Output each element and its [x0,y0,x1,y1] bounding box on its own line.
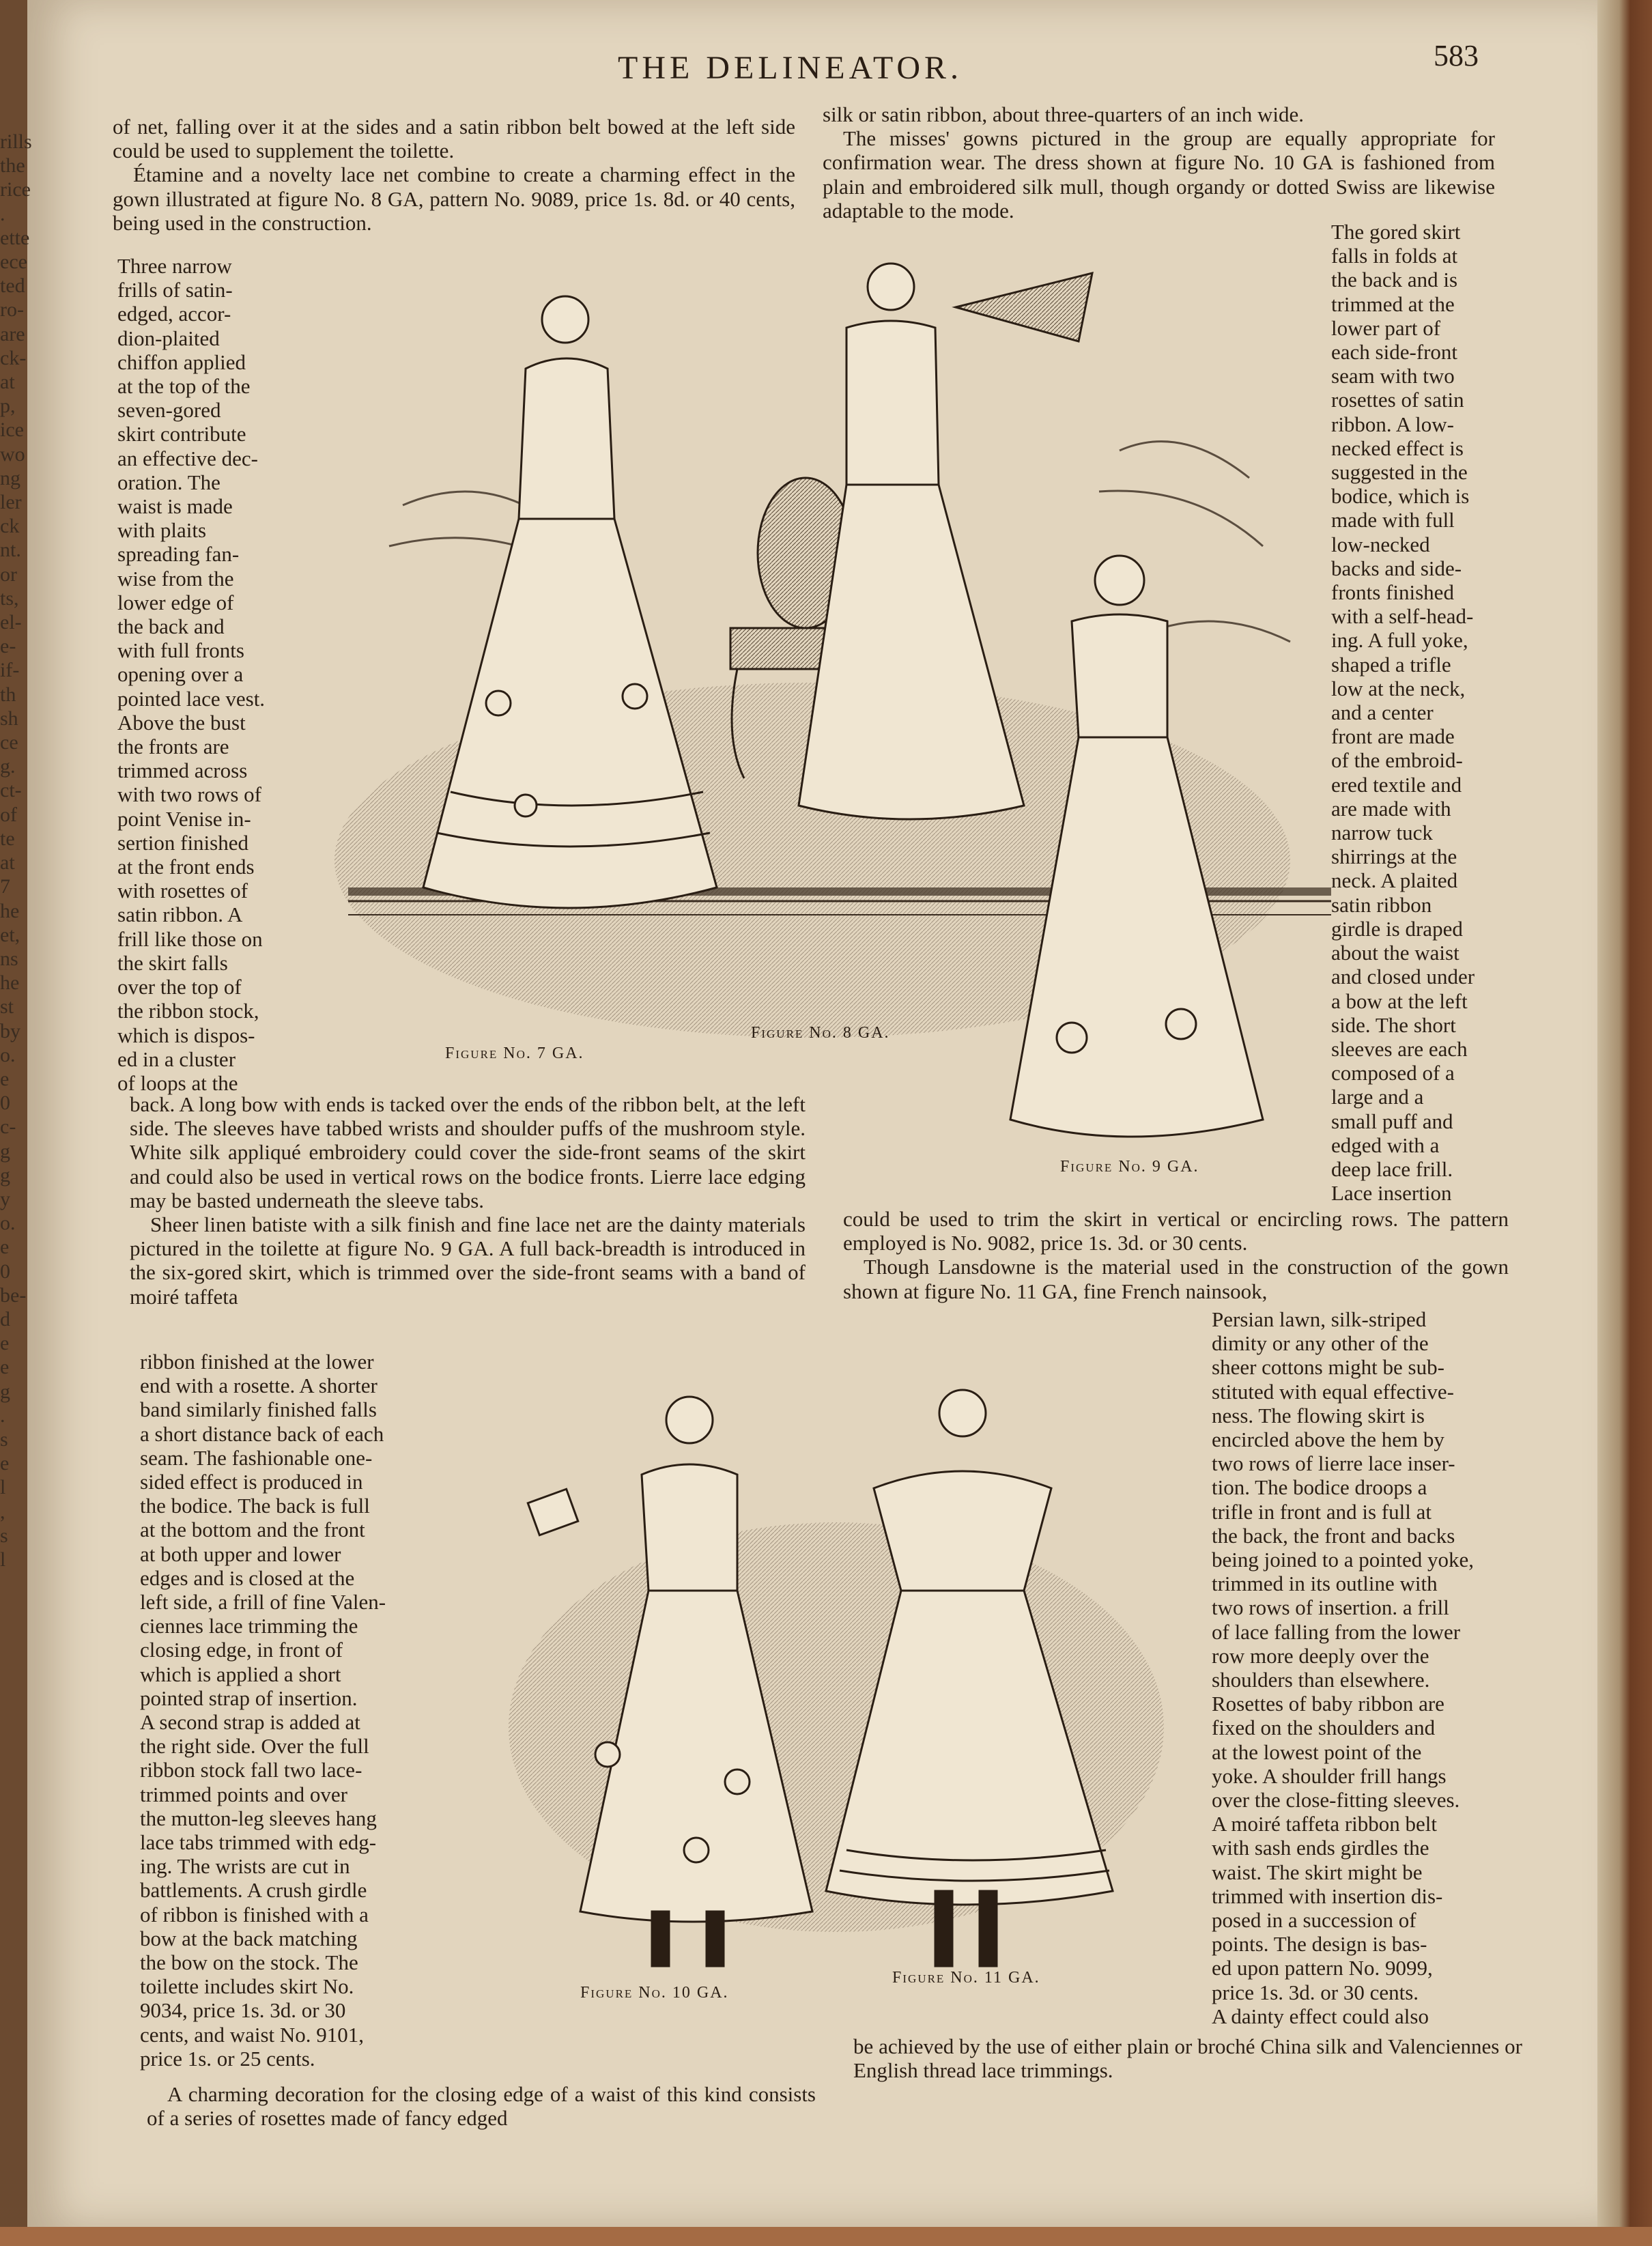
text-line: about the waist [1331,941,1459,965]
text-line: necked effect is [1331,436,1464,460]
right-wide-text [843,1207,1509,1303]
text-line: suggested in the [1331,460,1468,485]
illustration-figures-10-11 [492,1372,1181,1987]
text-line: sided effect is produced in [140,1470,363,1494]
text-line: ness. The flowing skirt is [1212,1403,1425,1427]
fragment: ng [0,466,20,489]
text-line: edged with a [1331,1133,1440,1157]
fragment: o. [0,1043,16,1066]
right-final-text [853,2034,1522,2082]
text-line: with rosettes of [117,879,248,903]
text-line: made with full [1331,508,1455,532]
right-top-text [823,102,1495,223]
text-line: the bodice. The back is full [140,1494,370,1518]
text-line: the back and is [1331,268,1458,292]
text-line: of the embroid- [1331,748,1463,773]
figure-8-caption: Figure No. 8 GA. [751,1024,890,1042]
fragment: at [0,851,15,875]
fragment: g [0,1380,10,1403]
left-top-text [113,115,795,235]
left-final-text [147,2082,816,2130]
text-line: of loops at the [117,1070,238,1095]
fragment: g [0,1139,10,1163]
text-line: points. The design is bas- [1212,1932,1427,1957]
fragment: g. [0,755,16,778]
text-line: the back, the front and backs [1212,1523,1455,1548]
text-line: frill like those on [117,926,263,951]
text-line: each side-front [1331,340,1458,365]
left-lower-text [140,1350,454,2071]
text-line: ed upon pattern No. 9099, [1212,1956,1433,1980]
text-line: rosettes of satin [1331,388,1464,412]
text-line: a short distance back of each [140,1421,384,1446]
text-line: posed in a succession of [1212,1908,1416,1933]
fragment: he [0,971,20,995]
fragment: st [0,995,14,1019]
paragraph: could be used to trim the skirt in vertical or encircling rows. The pattern employed is No. 9082, price 1s. 3d. or 30 cents. [843,1207,1509,1255]
fragment: y [0,1187,10,1210]
text-line: with full fronts [117,638,244,663]
text-line: lower edge of [117,590,234,614]
paragraph: A charming decoration for the closing edge of a waist of this kind consists of a series of rosettes made of fancy edged [147,2082,816,2131]
fragment: l [0,1548,6,1571]
text-line: fronts finished [1331,580,1454,605]
text-line: waist. The skirt might be [1212,1860,1423,1884]
paragraph: Étamine and a novelty lace net combine to create a charming effect in the gown illustrated at figure No. 8 GA, pattern No. 9089, price 1s. 8d. or 40 cents, being used in the construction. [113,162,795,235]
fragment: ette [0,226,30,249]
text-line: large and a [1331,1085,1424,1109]
text-line: ing. The wrists are cut in [140,1854,350,1879]
text-line: of lace falling from the lower [1212,1619,1461,1644]
text-line: Persian lawn, silk-striped [1212,1307,1427,1331]
fragment: he [0,899,20,922]
fragment: wo [0,442,25,466]
text-line: front are made [1331,724,1455,749]
fragment: e [0,1067,10,1090]
text-line: Lace insertion [1331,1181,1452,1206]
text-line: ered textile and [1331,772,1462,797]
fragment: ck- [0,346,27,369]
text-line: ribbon finished at the lower [140,1350,374,1374]
text-line: the ribbon stock, [117,999,259,1023]
previous-page-fragments [0,130,40,2109]
paragraph: back. A long bow with ends is tacked over the ends of the ribbon belt, at the left side. The sleeves have tabbed wrists and shoulder puffs of the mushroom style. White silk appliqué embroidery could cover the side-front seams of the skirt and could also be used in vertical rows on the bodice fronts. Lierre lace edging may be basted underneath the sleeve tabs. [130,1092,806,1212]
fragment: o. [0,1212,16,1235]
text-line: seam. The fashionable one- [140,1445,373,1470]
fragment: , [0,1500,5,1523]
text-line: side. The short [1331,1012,1456,1037]
text-line: and a center [1331,700,1434,725]
text-line: skirt contribute [117,422,246,446]
right-narrow-text [1331,220,1509,1205]
book-edge [1597,0,1652,2246]
fragment: rills [0,130,32,153]
text-line: sheer cottons might be sub- [1212,1355,1444,1380]
text-line: are made with [1331,796,1451,821]
text-line: A second strap is added at [140,1710,360,1735]
fragment: are [0,322,25,345]
text-line: ciennes lace trimming the [140,1614,358,1638]
fragment: ler [0,491,22,514]
figure-7-caption: Figure No. 7 GA. [445,1044,584,1062]
text-line: 9034, price 1s. 3d. or 30 [140,1998,346,2023]
text-line: seam with two [1331,364,1455,388]
text-line: the back and [117,614,225,639]
text-line: over the top of [117,975,242,999]
text-line: stituted with equal effective- [1212,1379,1454,1404]
text-line: low-necked [1331,532,1430,556]
text-line: wise from the [117,566,234,591]
paragraph: Sheer linen batiste with a silk finish and fine lace net are the dainty materials pictured in the toilette at figure No. 9 GA. A full back-breadth is introduced in the six-gored skirt, which is trimmed over the side-front seams with a band of moiré taffeta [130,1212,806,1309]
text-line: narrow tuck [1331,821,1433,845]
fragment: ted [0,274,25,298]
fragment: ct- [0,779,22,802]
fragment: 0 [0,1092,10,1115]
text-line: Three narrow [117,254,232,278]
text-line: the fronts are [117,735,229,759]
text-line: at the bottom and the front [140,1518,365,1542]
fragment: et, [0,923,20,946]
text-line: pointed lace vest. [117,686,266,711]
fragment: el- [0,611,22,634]
fragment: ck [0,515,20,538]
figure-9-caption: Figure No. 9 GA. [1060,1158,1199,1176]
text-line: falls in folds at [1331,244,1458,268]
text-line: with sash ends girdles the [1212,1836,1429,1860]
text-line: bodice, which is [1331,484,1470,509]
book-cover-bottom [0,2227,1652,2246]
text-line: lace tabs trimmed with edg- [140,1830,377,1855]
text-line: trimmed points and over [140,1782,347,1806]
fragment: at [0,371,15,394]
text-line: left side, a frill of fine Valen- [140,1590,386,1615]
fragment: d [0,1307,10,1331]
figure-11-caption: Figure No. 11 GA. [892,1969,1040,1987]
text-line: which is dispos- [117,1023,255,1047]
paragraph: of net, falling over it at the sides and a satin ribbon belt bowed at the left side could be used to supplement the toilette. [113,115,795,163]
fragment: e [0,1332,10,1355]
text-line: a bow at the left [1331,989,1468,1013]
right-lower-text [1212,1307,1522,2028]
text-line: girdle is draped [1331,916,1463,941]
paragraph: silk or satin ribbon, about three-quarters of an inch wide. [823,102,1305,126]
text-line: trimmed at the [1331,292,1455,316]
paragraph: be achieved by the use of either plain or broché China silk and Valenciennes or English thread lace trimmings. [853,2034,1522,2083]
fragment: te [0,827,15,850]
text-line: with a self-head- [1331,604,1474,629]
text-line: A moiré taffeta ribbon belt [1212,1812,1437,1836]
fragment: of [0,803,17,826]
fragment: s [0,1524,8,1547]
fragment: l [0,1476,6,1499]
text-line: A dainty effect could also [1212,2004,1429,2028]
fragment: ece [0,251,27,274]
text-line: two rows of lierre lace inser- [1212,1451,1455,1476]
fragment: e [0,1356,10,1379]
text-line: at the front ends [117,855,255,879]
text-line: two rows of insertion. a frill [1212,1595,1449,1620]
text-line: at the top of the [117,374,251,399]
text-line: with two rows of [117,782,261,807]
text-line: yoke. A shoulder frill hangs [1212,1763,1447,1788]
text-line: ribbon stock fall two lace- [140,1758,362,1782]
text-line: battlements. A crush girdle [140,1878,367,1903]
text-line: at the lowest point of the [1212,1739,1422,1764]
text-line: edged, accor- [117,302,231,326]
text-line: over the close-fitting sleeves. [1212,1788,1460,1813]
text-line: trimmed across [117,758,248,783]
text-line: the bow on the stock. The [140,1950,358,1975]
fragment: ro- [0,298,24,322]
fragment: c- [0,1115,16,1139]
text-line: closing edge, in front of [140,1638,343,1662]
text-line: row more deeply over the [1212,1643,1429,1668]
fragment: . [0,202,5,225]
text-line: deep lace frill. [1331,1156,1453,1181]
fragment: rice [0,178,31,201]
fragment: e [0,1452,10,1475]
fragment: by [0,1019,20,1042]
text-line: fixed on the shoulders and [1212,1716,1436,1740]
text-line: which is applied a short [140,1662,341,1686]
text-line: an effective dec- [117,446,258,470]
page-number: 583 [1434,39,1479,72]
text-line: dion-plaited [117,326,220,350]
text-line: trifle in front and is full at [1212,1499,1432,1524]
text-line: price 1s. or 25 cents. [140,2046,315,2071]
text-line: seven-gored [117,398,221,423]
text-line: at both upper and lower [140,1541,341,1566]
text-line: Above the bust [117,710,246,735]
text-line: and closed under [1331,965,1475,989]
text-line: tion. The bodice droops a [1212,1475,1427,1500]
text-line: oration. The [117,470,220,494]
fragment: ts, [0,586,19,610]
paragraph: Though Lansdowne is the material used in the construction of the gown shown at figure No. 11 GA, fine French nainsook, [843,1255,1509,1303]
text-line: pointed strap of insertion. [140,1686,358,1710]
text-line: the mutton-leg sleeves hang [140,1806,377,1830]
fragment: or [0,563,17,586]
text-line: sertion finished [117,830,248,855]
text-line: with plaits [117,518,207,543]
fragment: sh [0,707,18,730]
text-line: ed in a cluster [117,1047,236,1071]
fragment: ns [0,947,18,970]
text-line: ribbon. A low- [1331,412,1454,436]
fragment: th [0,683,16,706]
paragraph: The misses' gowns pictured in the group are equally appropriate for confirmation wear. The dress shown at figure No. 10 GA is fashioned from plain and embroidered silk mull, though organdy or dotted Swiss are likewise adaptable to the mode. [823,126,1495,223]
text-line: trimmed with insertion dis- [1212,1883,1443,1908]
text-line: shaped a trifle [1331,652,1451,677]
text-line: opening over a [117,662,244,687]
text-line: bow at the back matching [140,1926,358,1950]
text-line: edges and is closed at the [140,1565,355,1590]
fragment: s [0,1427,8,1451]
text-line: the right side. Over the full [140,1734,369,1759]
text-line: satin ribbon. A [117,902,243,927]
fragment: . [0,1404,5,1427]
text-line: being joined to a pointed yoke, [1212,1548,1474,1572]
fragment: nt. [0,539,21,562]
fragment: e- [0,635,16,658]
fragment: g [0,1163,10,1186]
text-line: frills of satin- [117,278,233,302]
text-line: lower part of [1331,315,1441,340]
fragment: p, [0,395,16,418]
text-line: cents, and waist No. 9101, [140,2022,365,2047]
figure-10-caption: Figure No. 10 GA. [580,1984,729,2002]
text-line: The gored skirt [1331,220,1461,244]
text-line: neck. A plaited [1331,868,1458,893]
text-line: satin ribbon [1331,892,1432,917]
text-line: Rosettes of baby ribbon are [1212,1692,1444,1716]
fragment: ice [0,418,24,442]
left-narrow-text [117,254,309,1095]
text-line: composed of a [1331,1061,1455,1085]
text-line: of ribbon is finished with a [140,1902,369,1927]
text-line: trimmed in its outline with [1212,1572,1438,1596]
figure-7-illustration [423,296,717,908]
text-line: dimity or any other of the [1212,1331,1429,1356]
fragment: ce [0,731,18,754]
text-line: low at the neck, [1331,676,1466,700]
fragment: the [0,154,25,177]
text-line: toilette includes skirt No. [140,1974,354,1999]
text-line: point Venise in- [117,806,251,831]
text-line: chiffon applied [117,350,246,374]
running-head: THE DELINEATOR. [618,50,963,86]
fragment: be- [0,1283,27,1307]
text-line: encircled above the hem by [1212,1427,1444,1452]
text-line: waist is made [117,494,233,519]
text-line: shoulders than elsewhere. [1212,1668,1430,1692]
fragment: 7 [0,875,10,898]
text-line: small puff and [1331,1109,1453,1133]
text-line: sleeves are each [1331,1036,1468,1061]
fragment: 0 [0,1260,10,1283]
fragment: if- [0,659,20,682]
text-line: spreading fan- [117,542,240,567]
text-line: backs and side- [1331,556,1462,580]
fragment: e [0,1236,10,1259]
text-line: price 1s. 3d. or 30 cents. [1212,1980,1419,2004]
text-line: end with a rosette. A shorter [140,1374,378,1398]
text-line: ing. A full yoke, [1331,628,1468,653]
text-line: the skirt falls [117,950,228,975]
text-line: shirrings at the [1331,844,1457,869]
text-line: band similarly finished falls [140,1397,377,1422]
